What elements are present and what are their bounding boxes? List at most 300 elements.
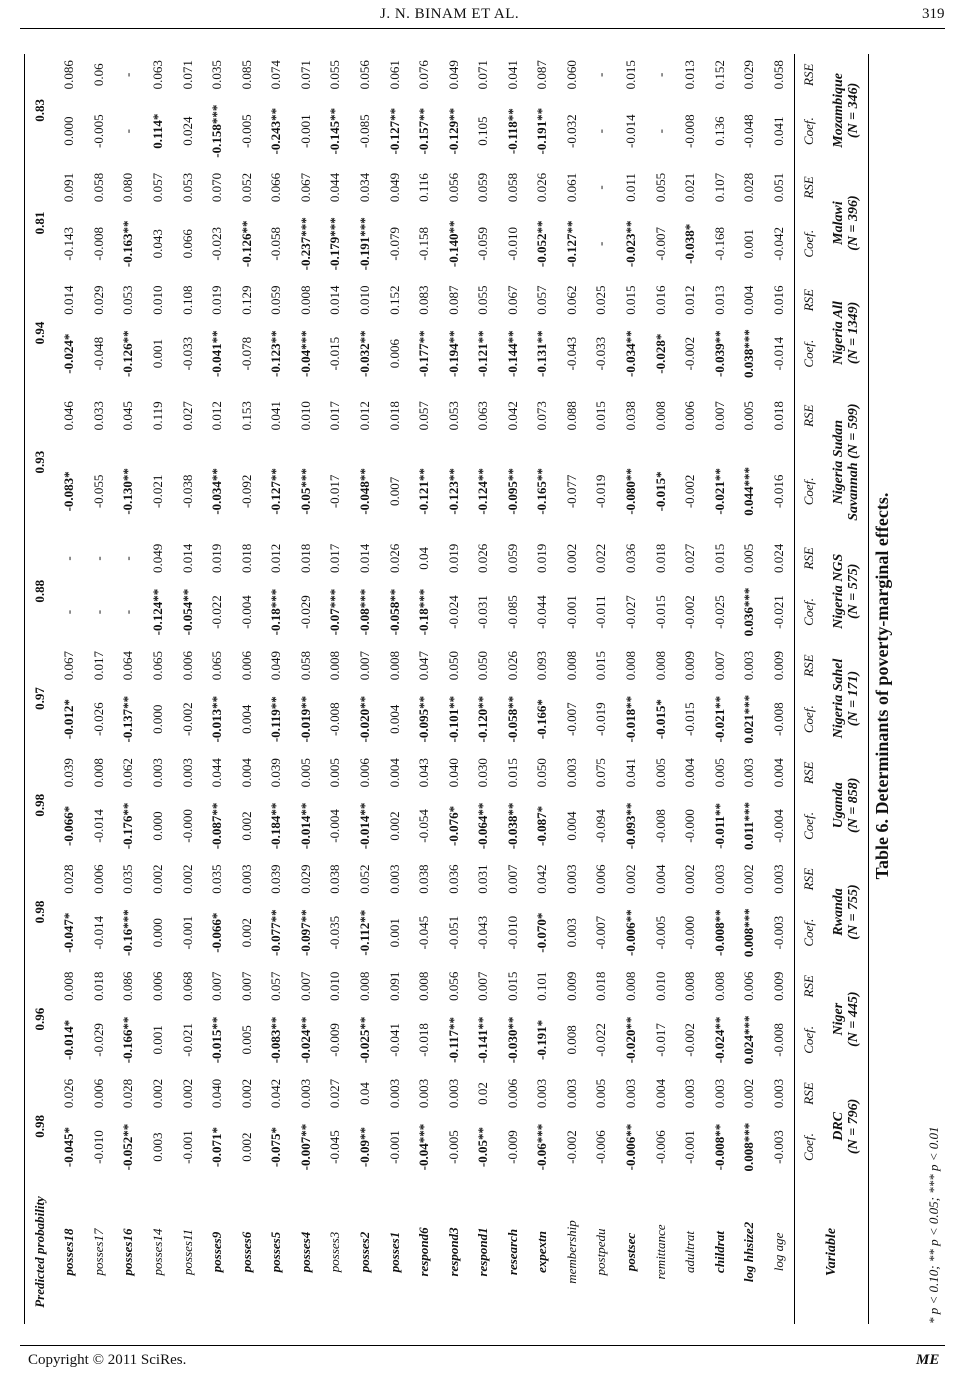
rse-cell: 0.029: [90, 285, 106, 315]
rse-cell: 0.036: [445, 864, 461, 894]
coef-cell: -0.191**: [534, 107, 550, 155]
coef-cell: -0.127**: [268, 468, 284, 515]
coef-cell: -0.029: [90, 1023, 106, 1057]
coef-cell: -0.071*: [209, 1127, 225, 1168]
coef-cell: -0.015*: [652, 699, 668, 740]
coef-cell: -0.021**: [711, 695, 727, 743]
coef-cell: -0.018: [416, 1023, 432, 1057]
rse-label: RSE: [794, 645, 824, 686]
coef-cell: -: [120, 129, 136, 134]
rse-cell: 0.005: [652, 758, 668, 788]
coef-cell: -0.003: [770, 915, 786, 950]
coef-cell: -0.168: [711, 226, 727, 261]
coef-cell: 0.008***: [741, 908, 757, 958]
rse-cell: 0.019: [534, 543, 550, 574]
rse-cell: 0.042: [534, 864, 550, 894]
table-row: [439, 54, 469, 1324]
rse-cell: 0.003: [770, 864, 786, 894]
coef-cell: -0.058**: [504, 695, 520, 743]
coef-cell: -0.022: [593, 1023, 609, 1057]
rse-cell: 0.003: [623, 1078, 639, 1109]
group-name: Rwanda: [830, 888, 846, 936]
rse-cell: 0.008: [297, 285, 313, 315]
coef-cell: -0.006**: [623, 909, 639, 956]
rse-cell: 0.008: [356, 971, 372, 1001]
coef-cell: -0.18***: [416, 588, 432, 636]
coef-cell: -0.025**: [356, 1016, 372, 1064]
coef-cell: -0.007**: [297, 1123, 313, 1171]
coef-cell: -0.033: [179, 336, 195, 371]
coef-cell: -0.004: [238, 595, 254, 629]
coef-cell: -0.075*: [268, 1127, 284, 1168]
coef-cell: -0.000: [179, 809, 195, 843]
group-n: (N = 858): [845, 777, 861, 833]
coef-cell: -0.121**: [475, 330, 491, 377]
table-row: [646, 54, 676, 1324]
rse-cell: 0.019: [209, 285, 225, 315]
coef-cell: -0.021: [770, 595, 786, 629]
rse-cell: 0.008: [652, 401, 668, 431]
coef-cell: -0.001: [386, 1130, 402, 1164]
rse-cell: 0.027: [179, 401, 195, 431]
rse-cell: 0.003: [563, 1078, 579, 1109]
group-header: [824, 645, 868, 752]
rse-cell: 0.027: [682, 543, 698, 574]
coef-cell: -0.008: [682, 114, 698, 148]
coef-cell: -0.041**: [209, 330, 225, 377]
rse-cell: 0.053: [445, 401, 461, 431]
rse-cell: 0.008: [652, 650, 668, 681]
rse-cell: 0.076: [416, 60, 432, 90]
coef-cell: -0.004: [327, 809, 343, 843]
rse-cell: 0.002: [238, 1078, 254, 1109]
rse-cell: 0.071: [475, 60, 491, 90]
rse-cell: 0.004: [682, 758, 698, 788]
coef-cell: -0.017: [652, 1023, 668, 1057]
rse-cell: 0.049: [268, 650, 284, 681]
coef-cell: -0.048: [90, 336, 106, 371]
rse-cell: 0.044: [327, 172, 343, 203]
coef-cell: -0.020**: [623, 1016, 639, 1064]
coef-cell: -0.052**: [534, 220, 550, 268]
rse-label: RSE: [794, 167, 824, 208]
rse-cell: 0.116: [416, 173, 432, 202]
coef-cell: -0.055: [90, 474, 106, 509]
coef-cell: -0.015**: [209, 1016, 225, 1064]
coef-cell: 0.000: [150, 811, 166, 841]
coef-cell: -0.079: [386, 226, 402, 261]
rse-label: RSE: [794, 752, 824, 793]
coef-cell: -0.129**: [445, 107, 461, 155]
rse-cell: 0.070: [209, 172, 225, 203]
rse-cell: 0.041: [504, 60, 520, 90]
table-row: [321, 54, 351, 1324]
rse-cell: 0.002: [741, 1078, 757, 1109]
rse-cell: 0.003: [238, 864, 254, 894]
group-n: (N = 575): [845, 563, 861, 620]
coef-cell: 0.004: [238, 704, 254, 734]
coef-cell: -0.039**: [711, 330, 727, 377]
rse-cell: 0.003: [741, 650, 757, 681]
coef-cell: 0.001: [741, 229, 757, 259]
rse-cell: 0.057: [150, 172, 166, 203]
rse-cell: 0.002: [682, 864, 698, 894]
rse-cell: 0.009: [770, 971, 786, 1001]
rse-cell: 0.002: [623, 864, 639, 894]
coef-cell: -0.018**: [623, 695, 639, 743]
coef-cell: -0.163**: [120, 220, 136, 268]
coef-cell: -0.023**: [623, 220, 639, 268]
row-variable: posses5: [268, 1231, 284, 1273]
coef-cell: -0.176**: [120, 802, 136, 850]
rse-cell: 0.015: [593, 650, 609, 681]
coef-label: Coef.: [794, 579, 824, 645]
coef-cell: -0.014: [770, 336, 786, 371]
group-name: Nigeria NGS: [830, 553, 846, 629]
rse-label: RSE: [794, 858, 824, 899]
coef-cell: -0.191***: [356, 217, 372, 271]
table-row: [735, 54, 765, 1324]
coef-cell: 0.003: [563, 918, 579, 948]
coef-label: Coef.: [794, 1007, 824, 1073]
rse-cell: 0.068: [179, 971, 195, 1001]
coef-cell: 0.043: [150, 229, 166, 259]
rse-cell: 0.074: [268, 60, 284, 90]
group-name: Niger: [830, 1002, 846, 1036]
coef-cell: -0.041: [386, 1023, 402, 1057]
row-variable: posses1: [386, 1231, 402, 1273]
footer-copyright: Copyright © 2011 SciRes.: [28, 1352, 187, 1368]
row-variable: posses18: [61, 1228, 77, 1276]
rse-cell: 0.004: [386, 758, 402, 788]
rse-cell: 0.088: [563, 401, 579, 431]
group-header: [824, 387, 868, 538]
page-number: 319: [922, 6, 945, 22]
coef-cell: -0.010: [504, 915, 520, 950]
coef-cell: -0.237***: [297, 217, 313, 271]
rse-cell: 0.075: [593, 758, 609, 788]
row-variable: adultrat: [682, 1231, 698, 1273]
rse-cell: 0.033: [90, 401, 106, 431]
coef-cell: 0.005: [238, 1025, 254, 1055]
coef-cell: -0.024*: [61, 333, 77, 374]
rse-cell: 0.014: [179, 543, 195, 574]
coef-cell: -0.020**: [356, 695, 372, 743]
row-variable: respond1: [475, 1227, 491, 1277]
rse-cell: 0.019: [445, 543, 461, 574]
coef-cell: 0.003: [150, 1132, 166, 1162]
rse-cell: 0.036: [623, 543, 639, 574]
group-name: Uganda: [830, 782, 846, 829]
rse-cell: 0.017: [327, 543, 343, 574]
coef-cell: -0.058: [268, 226, 284, 261]
rse-cell: 0.026: [61, 1078, 77, 1109]
rse-cell: 0.018: [652, 543, 668, 574]
rse-cell: 0.015: [593, 401, 609, 431]
coef-cell: 0.002: [238, 1132, 254, 1162]
table-row: [409, 54, 439, 1324]
coef-cell: -0.131**: [534, 330, 550, 377]
group-n: Savannah (N = 599): [845, 403, 861, 521]
coef-cell: -0.078: [238, 336, 254, 371]
rse-cell: 0.003: [150, 758, 166, 788]
rse-cell: 0.005: [741, 543, 757, 574]
rse-cell: 0.064: [120, 650, 136, 681]
rse-cell: 0.059: [504, 543, 520, 574]
rse-cell: 0.007: [475, 971, 491, 1001]
rse-cell: 0.018: [386, 401, 402, 431]
rse-cell: -: [61, 556, 77, 561]
rse-cell: 0.010: [150, 285, 166, 315]
rse-cell: 0.015: [504, 758, 520, 788]
rse-cell: 0.003: [682, 1078, 698, 1109]
rse-cell: 0.003: [741, 758, 757, 788]
rse-cell: 0.010: [327, 971, 343, 1001]
coef-cell: -0.006: [652, 1130, 668, 1164]
coef-cell: -0.092: [238, 474, 254, 509]
coef-cell: -0.124**: [475, 468, 491, 515]
coef-cell: -0.157**: [416, 107, 432, 155]
rse-cell: 0.067: [297, 172, 313, 203]
rse-cell: 0.005: [593, 1078, 609, 1109]
coef-cell: -0.034**: [209, 468, 225, 515]
coef-cell: -0.014**: [297, 802, 313, 850]
coef-cell: -0.048**: [356, 468, 372, 515]
predicted-probability-value: 0.83: [25, 54, 55, 167]
rse-cell: 0.058: [770, 60, 786, 90]
coef-cell: -0.014: [90, 809, 106, 843]
rse-cell: 0.008: [711, 971, 727, 1001]
coef-cell: -0.179***: [327, 217, 343, 271]
coef-cell: -: [61, 609, 77, 615]
coef-cell: -0.048: [741, 114, 757, 148]
rse-cell: 0.071: [297, 60, 313, 90]
row-variable: expextn: [534, 1231, 550, 1273]
rse-cell: 0.062: [563, 285, 579, 315]
table-row: [202, 54, 232, 1324]
table-row: [84, 54, 114, 1324]
coef-cell: -0.101**: [445, 695, 461, 743]
coef-cell: -0.143: [61, 226, 77, 261]
coef-cell: 0.041: [770, 116, 786, 146]
rse-label: RSE: [794, 279, 824, 320]
rse-cell: 0.014: [61, 285, 77, 315]
row-variable: posses14: [150, 1228, 166, 1276]
coef-cell: -0.045: [416, 915, 432, 950]
rse-cell: 0.119: [150, 401, 166, 431]
rse-cell: 0.035: [209, 60, 225, 90]
row-variable: posses16: [120, 1228, 136, 1276]
rse-cell: 0.012: [268, 543, 284, 574]
coef-cell: -0.165**: [534, 468, 550, 515]
coef-cell: -0.005: [652, 915, 668, 950]
group-header-row: [824, 54, 868, 1324]
coef-cell: -0.026: [90, 702, 106, 736]
rse-cell: 0.015: [711, 543, 727, 574]
rse-cell: 0.053: [179, 172, 195, 203]
row-variable: research: [504, 1228, 520, 1276]
rse-cell: 0.04: [356, 1082, 372, 1105]
coef-cell: 0.002: [238, 811, 254, 841]
row-variable: posses9: [209, 1231, 225, 1273]
coef-cell: -0.18***: [268, 588, 284, 636]
group-name: Malawi: [830, 201, 846, 245]
rse-cell: 0.057: [416, 401, 432, 431]
rse-cell: 0.010: [652, 971, 668, 1001]
coef-cell: -0.003: [770, 1130, 786, 1164]
coef-cell: -0.009: [327, 1023, 343, 1057]
coef-cell: -0.120**: [475, 695, 491, 743]
rse-cell: 0.063: [150, 60, 166, 90]
rse-cell: 0.019: [209, 543, 225, 574]
rse-cell: -: [593, 72, 609, 77]
rse-cell: 0.055: [327, 60, 343, 90]
rse-cell: 0.004: [770, 758, 786, 788]
rse-cell: 0.044: [209, 758, 225, 788]
predicted-probability-value: 0.98: [25, 1073, 55, 1180]
rse-cell: 0.063: [475, 401, 491, 431]
coef-label: Coef.: [794, 1114, 824, 1180]
rse-cell: 0.039: [268, 864, 284, 894]
coef-cell: -: [593, 129, 609, 134]
rse-cell: 0.021: [682, 172, 698, 203]
group-header: [824, 54, 868, 167]
coef-cell: -0.126**: [238, 220, 254, 268]
rse-label: RSE: [794, 966, 824, 1007]
coef-cell: -: [120, 609, 136, 615]
rse-cell: 0.066: [268, 172, 284, 203]
coef-cell: 0.114*: [150, 113, 166, 149]
row-variable: log hhsize2: [741, 1221, 757, 1283]
group-n: (N = 346): [845, 82, 861, 139]
rse-cell: 0.008: [61, 971, 77, 1001]
group-name: Nigeria Sudan: [830, 419, 846, 505]
rse-cell: 0.012: [209, 401, 225, 431]
coef-cell: -0.177**: [416, 330, 432, 377]
coef-cell: -0.014: [623, 114, 639, 148]
rse-cell: 0.008: [623, 650, 639, 681]
coef-cell: 0.000: [150, 704, 166, 734]
rse-cell: 0.003: [386, 1078, 402, 1109]
rse-cell: 0.008: [623, 971, 639, 1001]
rse-cell: 0.058: [90, 172, 106, 203]
rse-cell: 0.086: [120, 971, 136, 1001]
coef-cell: -0.001: [682, 1130, 698, 1164]
coef-cell: 0.044***: [741, 466, 757, 516]
group-n: (N = 445): [845, 991, 861, 1047]
coef-cell: -0.024**: [711, 1016, 727, 1064]
rse-cell: 0.052: [238, 172, 254, 203]
rse-cell: 0.004: [652, 1078, 668, 1109]
rse-cell: 0.030: [475, 758, 491, 788]
coef-cell: -0.051: [445, 915, 461, 950]
coef-cell: -0.05**: [475, 1127, 491, 1168]
coef-cell: -0.019: [593, 702, 609, 736]
significance-note: * p < 0.10; ** p < 0.05; *** p < 0.01: [926, 1126, 941, 1324]
rse-cell: 0.013: [711, 285, 727, 315]
table-row: [380, 54, 410, 1324]
rse-cell: 0.129: [238, 285, 254, 315]
table-row: [498, 54, 528, 1324]
coef-cell: -0.005: [445, 1130, 461, 1164]
rse-cell: 0.042: [504, 401, 520, 431]
coef-cell: -0.021**: [711, 468, 727, 515]
group-n: (N = 1349): [845, 301, 861, 365]
coef-cell: -0.121**: [416, 468, 432, 515]
coef-cell: -0.035: [327, 915, 343, 950]
row-variable: posses11: [179, 1228, 195, 1275]
coef-cell: -0.117**: [445, 1016, 461, 1063]
rse-cell: 0.015: [623, 60, 639, 90]
predicted-probability-value: 0.93: [25, 387, 55, 538]
rse-cell: 0.04: [416, 547, 432, 570]
rse-cell: 0.153: [238, 401, 254, 431]
row-variable: membership: [563, 1220, 579, 1284]
rse-cell: 0.045: [120, 401, 136, 431]
row-variable: postpedu: [593, 1228, 609, 1276]
coef-cell: -0.045: [327, 1130, 343, 1164]
group-header: [824, 167, 868, 280]
coef-cell: -0.032**: [356, 330, 372, 377]
rse-cell: 0.061: [386, 60, 402, 90]
group-n: (N = 796): [845, 1098, 861, 1155]
coef-cell: -0.145**: [327, 107, 343, 155]
coef-cell: -0.002: [682, 474, 698, 509]
table-row: [173, 54, 203, 1324]
rse-cell: 0.010: [356, 285, 372, 315]
coef-cell: -0.025: [711, 595, 727, 629]
rse-cell: 0.002: [563, 543, 579, 574]
coef-cell: -0.010: [504, 226, 520, 261]
coef-cell: -0.047*: [61, 912, 77, 953]
rse-cell: 0.013: [682, 60, 698, 90]
rse-cell: 0.003: [770, 1078, 786, 1109]
coef-cell: -0.011**: [711, 803, 727, 849]
coef-cell: -0.007: [652, 226, 668, 261]
coef-cell: 0.136: [711, 116, 727, 146]
rse-cell: 0.059: [475, 172, 491, 203]
coef-label: Coef.: [794, 686, 824, 752]
rse-cell: 0.003: [711, 864, 727, 894]
coef-label: Coef.: [794, 96, 824, 167]
rse-cell: 0.056: [445, 971, 461, 1001]
rse-cell: 0.017: [90, 650, 106, 681]
rse-cell: 0.058: [504, 172, 520, 203]
coef-cell: 0.038***: [741, 329, 757, 379]
coef-cell: 0.066: [179, 229, 195, 259]
coef-cell: -0.006**: [623, 1123, 639, 1171]
rse-cell: 0.040: [209, 1078, 225, 1109]
coef-cell: -0.06***: [534, 1123, 550, 1171]
rse-cell: 0.003: [297, 1078, 313, 1109]
coef-cell: -0.044: [534, 595, 550, 629]
rse-label: RSE: [794, 1073, 824, 1114]
coef-cell: -0.158: [416, 226, 432, 261]
coef-cell: -0.015*: [652, 471, 668, 512]
coef-cell: -: [593, 241, 609, 246]
rse-cell: 0.006: [90, 1078, 106, 1109]
coef-cell: -0.123**: [445, 468, 461, 515]
coef-cell: -0.013**: [209, 695, 225, 743]
coef-cell: -0.085: [356, 114, 372, 148]
rse-cell: 0.004: [238, 758, 254, 788]
coef-cell: 0.002: [238, 918, 254, 948]
coef-cell: -0.137**: [120, 695, 136, 743]
rse-cell: 0.050: [445, 650, 461, 681]
rse-cell: 0.028: [61, 864, 77, 894]
rse-cell: 0.006: [682, 401, 698, 431]
coef-cell: -0.066*: [61, 805, 77, 846]
